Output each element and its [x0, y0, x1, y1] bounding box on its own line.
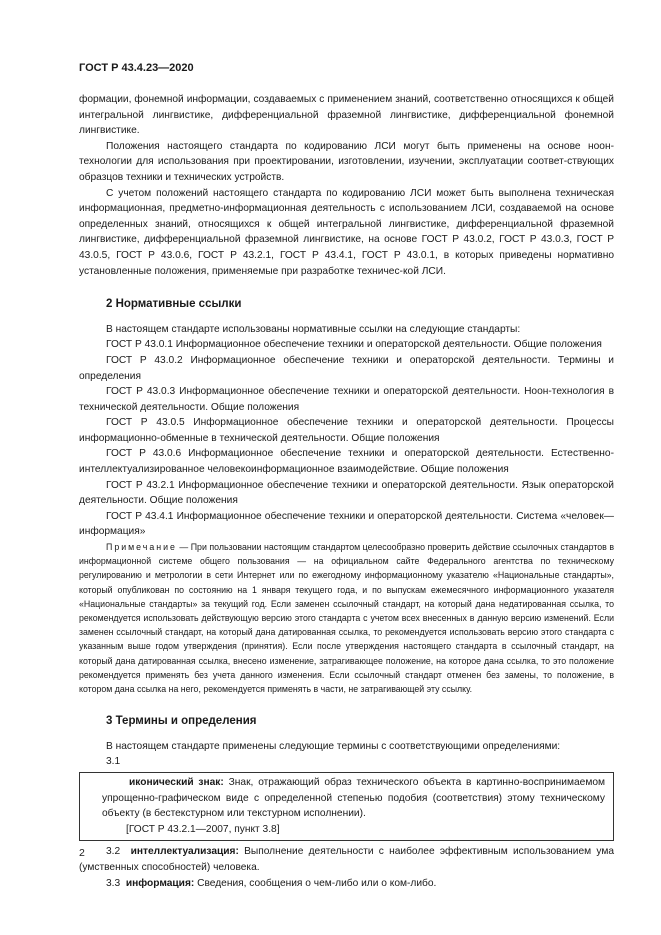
term-3-2 — [79, 844, 614, 875]
term-3-1-definition — [102, 775, 605, 822]
term-3-2-term: интеллектуализация: — [130, 846, 239, 858]
reference-item: ГОСТ Р 43.0.1 Информационное обеспечение техники и операторской деятельности. Общие положения — [106, 339, 602, 351]
term-3-1-text: Знак, отражающий образ технического объекта в картинно-воспринимаемом упрощенно-графическом виде с определенной степенью подобия (соответствия) этому техническому объекту (в бестекстурном или текстурном исполнении). — [102, 777, 606, 820]
section-2-heading: 2 Нормативные ссылки — [106, 298, 242, 311]
note-label: Примечание — [106, 542, 177, 553]
reference-item: ГОСТ Р 43.0.2 Информационное обеспечение техники и операторской деятельности. Термины и определения — [79, 354, 614, 382]
term-3-3 — [79, 876, 614, 892]
term-3-1-number: 3.1 — [106, 756, 121, 768]
reference-item: ГОСТ Р 43.0.6 Информационное обеспечение техники и операторской деятельности. Естественно-интеллектуализированное человекоинформационное взаимодействие. Общие положения — [79, 448, 614, 476]
section-3-heading: 3 Термины и определения — [106, 715, 257, 728]
section-2-lead: В настоящем стандарте использованы нормативные ссылки на следующие стандарты: — [106, 323, 521, 335]
note-text: — При пользовании настоящим стандартом целесообразно проверить действие ссылочных стандартов в информационной системе общего пользования — на официальном сайте Федерального агентства по техническому регулированию и метрологии в сети Интернет или по ежегодному информационному указателю «Национальные стандарты», который опубликован по состоянию на 1 января текущего года, и по выпускам ежемесячного информационного указателя «Национальные стандарты» за текущий год. Если заменен ссылочный стандарт, на который дана недатированная ссылка, то рекомендуется использовать действующую версию этого стандарта с учетом всех внесенных в данную версию изменений. Если заменен ссылочный стандарт, на который дана датированная ссылка, то рекомендуется использовать версию этого стандарта с указанным выше годом утверждения (принятия). Если после утверждения настоящего стандарта в ссылочный стандарт, на который дана датированная ссылка, внесено изменение, затрагивающее положение, на которое дана ссылка, то это положение рекомендуется применять без учета данного изменения. Если ссылочный стандарт отменен без замены, то положение, в котором дана ссылка на него, рекомендуется применять в части, не затрагивающей эту ссылку. — [79, 542, 614, 695]
term-3-3-term: информация: — [125, 877, 195, 889]
intro-paragraph: формации, фонемной информации, создаваемых с применением знаний, соответственно относящихся к общей интегральной лингвистике, дифференциальной фраземной лингвистике, дифференциальной фонемной лингвистике. — [79, 94, 614, 137]
term-3-3-text: Сведения, сообщения о чем-либо или о ком-либо. — [194, 877, 437, 889]
term-3-1-box — [79, 772, 614, 841]
term-3-1-term: иконический знак: — [129, 777, 224, 789]
term-3-1-source: [ГОСТ Р 43.2.1—2007, пункт 3.8] — [126, 823, 280, 835]
reference-note — [79, 540, 614, 696]
section-3-lead: В настоящем стандарте применены следующие термины с соответствующими определениями: — [106, 740, 561, 752]
intro-paragraph: Положения настоящего стандарта по кодированию ЛСИ могут быть применены на основе ноон-технологии для использования при проектировании, изготовлении, изучении, эксплуатации соответ-ствующих образцов техники и технических устройств. — [79, 140, 614, 183]
term-3-3-number: 3.3 — [106, 877, 121, 889]
page-number: 2 — [79, 847, 85, 859]
page-body — [79, 92, 614, 891]
term-3-2-number: 3.2 — [106, 846, 121, 858]
reference-item: ГОСТ Р 43.4.1 Информационное обеспечение техники и операторской деятельности. Система «человек—информация» — [79, 510, 614, 538]
intro-paragraph: С учетом положений настоящего стандарта по кодированию ЛСИ может быть выполнена техническая информационная, предметно-информационная деятельность с использованием ЛСИ, создаваемой на основе определенных знаний, относящихся к общей интегральной лингвистике, дифференциальной фраземной лингвистике, дифференциальной фраземной лингвистике, на основе ГОСТ Р 43.0.2, ГОСТ Р 43.0.3, ГОСТ Р 43.0.5, ГОСТ Р 43.0.6, ГОСТ Р 43.2.1, ГОСТ Р 43.4.1, ГОСТ Р 43.0.1, в которых приведены нормативно установленные положения, применяемые при разработке техничес-кой ЛСИ. — [79, 187, 614, 277]
reference-item: ГОСТ Р 43.2.1 Информационное обеспечение техники и операторской деятельности. Язык операторской деятельности. Общие положения — [79, 479, 614, 507]
document-header: ГОСТ Р 43.4.23—2020 — [79, 62, 194, 74]
reference-item: ГОСТ Р 43.0.3 Информационное обеспечение техники и операторской деятельности. Ноон-технология в технической деятельности. Общие положения — [79, 386, 614, 413]
reference-item: ГОСТ Р 43.0.5 Информационное обеспечение техники и операторской деятельности. Процессы информационно-обменные в технической деятельности. Общие положения — [79, 417, 614, 444]
term-3-2-text: Выполнение деятельности с наиболее эффективным использованием ума (умственных способностей) человека. — [79, 846, 614, 874]
